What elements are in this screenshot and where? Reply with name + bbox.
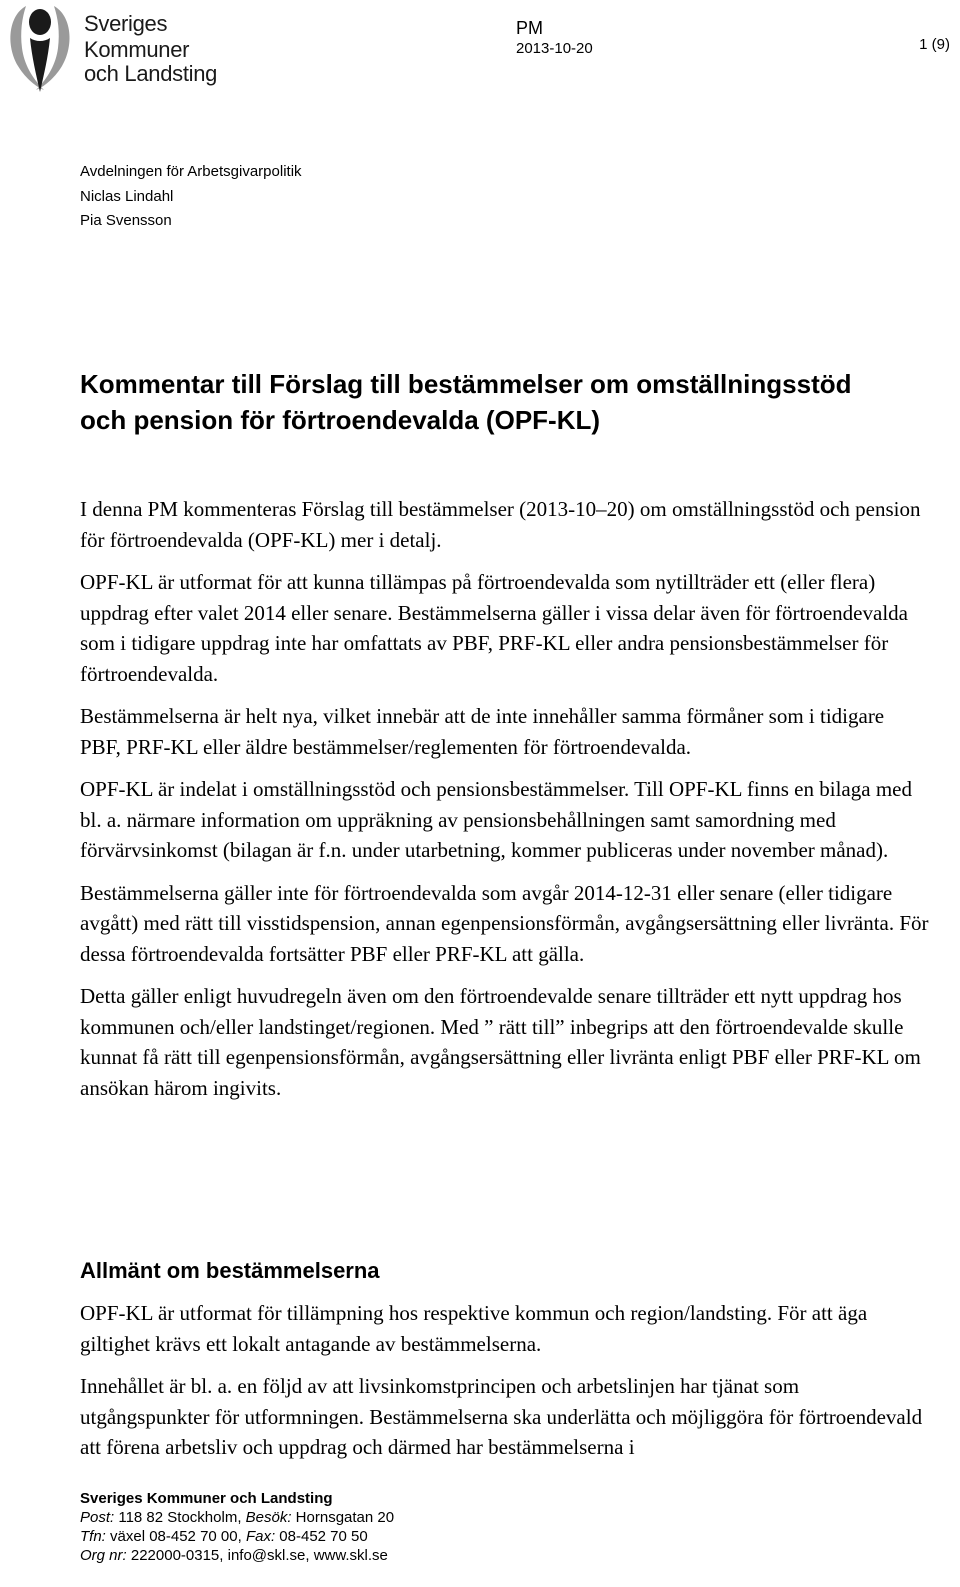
footer-org-name: Sveriges Kommuner och Landsting (80, 1490, 333, 1507)
footer-value: 118 82 Stockholm, (114, 1509, 246, 1526)
footer-label: Post: (80, 1509, 115, 1526)
document-type: PM (516, 18, 543, 38)
footer-org-number (80, 1546, 394, 1565)
footer-phone (80, 1527, 394, 1546)
page-title (80, 366, 950, 438)
footer-label: Besök: (245, 1509, 292, 1526)
paragraph: Innehållet är bl. a. en följd av att livsinkomstprincipen och arbetslinjen har tjänat som utgångspunkter för utformningen. Bestämmelserna ska underlätta och möjliggöra för förtroendevald att förena arbetsliv och uppdrag och därmed har bestämmelserna i (80, 1374, 923, 1459)
logo-text-line2: Kommuner (84, 37, 190, 62)
footer-value: 222000-0315, info@skl.se, www.skl.se (126, 1547, 388, 1564)
paragraph: Detta gäller enligt huvudregeln även om den förtroendevalde senare tillträder ett nytt uppdrag hos kommunen och/eller landstinget/regionen. Med ” rätt till” inbegrips att den förtroendevalde skulle kunnat få rätt till egenpensionsförmån, avgångsersättning eller livränta enligt PBF eller PRF-KL om ansökan härom ingivits. (80, 984, 921, 1100)
skl-logo-emblem-icon (4, 2, 76, 94)
footer-value: växel 08-452 70 00, (105, 1528, 246, 1545)
paragraph: Bestämmelserna gäller inte för förtroendevalda som avgår 2014-12-31 eller senare (eller tidigare avgått) med rätt till visstidspension, annan egenpensionsförmån, avgångsersättning eller livränta. För dessa förtroendevalda fortsätter PBF eller PRF-KL att gälla. (80, 880, 929, 966)
intro-body (80, 494, 930, 1115)
footer-value: 08-452 70 50 (275, 1528, 368, 1545)
paragraph: I denna PM kommenteras Förslag till bestämmelser (2013-10–20) om omställningsstöd och pension för förtroendevalda (OPF-KL) mer i detalj. (80, 497, 921, 552)
sender-block (80, 160, 302, 234)
page-title-line: Kommentar till Förslag till bestämmelser om omställningsstöd (80, 369, 852, 399)
paragraph: OPF-KL är utformat för tillämpning hos respektive kommun och region/landsting. För att äga giltighet krävs ett lokalt antagande av bestämmelserna. (80, 1301, 868, 1356)
footer-address (80, 1508, 394, 1527)
department: Avdelningen för Arbetsgivarpolitik (80, 163, 302, 180)
paragraph: OPF-KL är indelat i omställningsstöd och pensionsbestämmelser. Till OPF-KL finns en bilaga med bl. a. närmare information om uppräkning av pensionsbehållningen samt samordning med förvärvsinkomst (bilagan är f.n. under utarbetning, kommer publiceras under november månad). (80, 777, 912, 862)
section-heading: Allmänt om bestämmelserna (80, 1258, 380, 1283)
logo (4, 2, 234, 94)
page-title-line: och pension för förtroendevalda (OPF-KL) (80, 405, 601, 435)
page-number: 1 (9) (919, 36, 950, 53)
section-body (80, 1298, 930, 1475)
paragraph: OPF-KL är utformat för att kunna tillämpas på förtroendevalda som nytillträder ett (eller flera) uppdrag efter valet 2014 eller senare. Bestämmelserna gäller i vissa delar även för förtroendevalda som i tidigare uppdrag inte har omfattats av PBF, PRF-KL eller andra pensionsbestämmelser för förtroendevalda. (80, 570, 908, 686)
author-name: Niclas Lindahl (80, 187, 174, 205)
logo-text-line1: Sveriges (84, 11, 168, 36)
logo-text-line3: och Landsting (84, 61, 218, 86)
footer-label: Org nr: (80, 1547, 127, 1564)
footer-value: Hornsgatan 20 (291, 1509, 395, 1526)
paragraph: Bestämmelserna är helt nya, vilket innebär att de inte innehåller samma förmåner som i tidigare PBF, PRF-KL eller äldre bestämmelser/reglementen för förtroendevalda. (80, 704, 885, 759)
footer-label: Tfn: (80, 1528, 106, 1545)
author-name: Pia Svensson (80, 212, 172, 229)
footer (80, 1489, 394, 1565)
document-date: 2013-10-20 (516, 40, 593, 57)
footer-label: Fax: (245, 1528, 276, 1545)
